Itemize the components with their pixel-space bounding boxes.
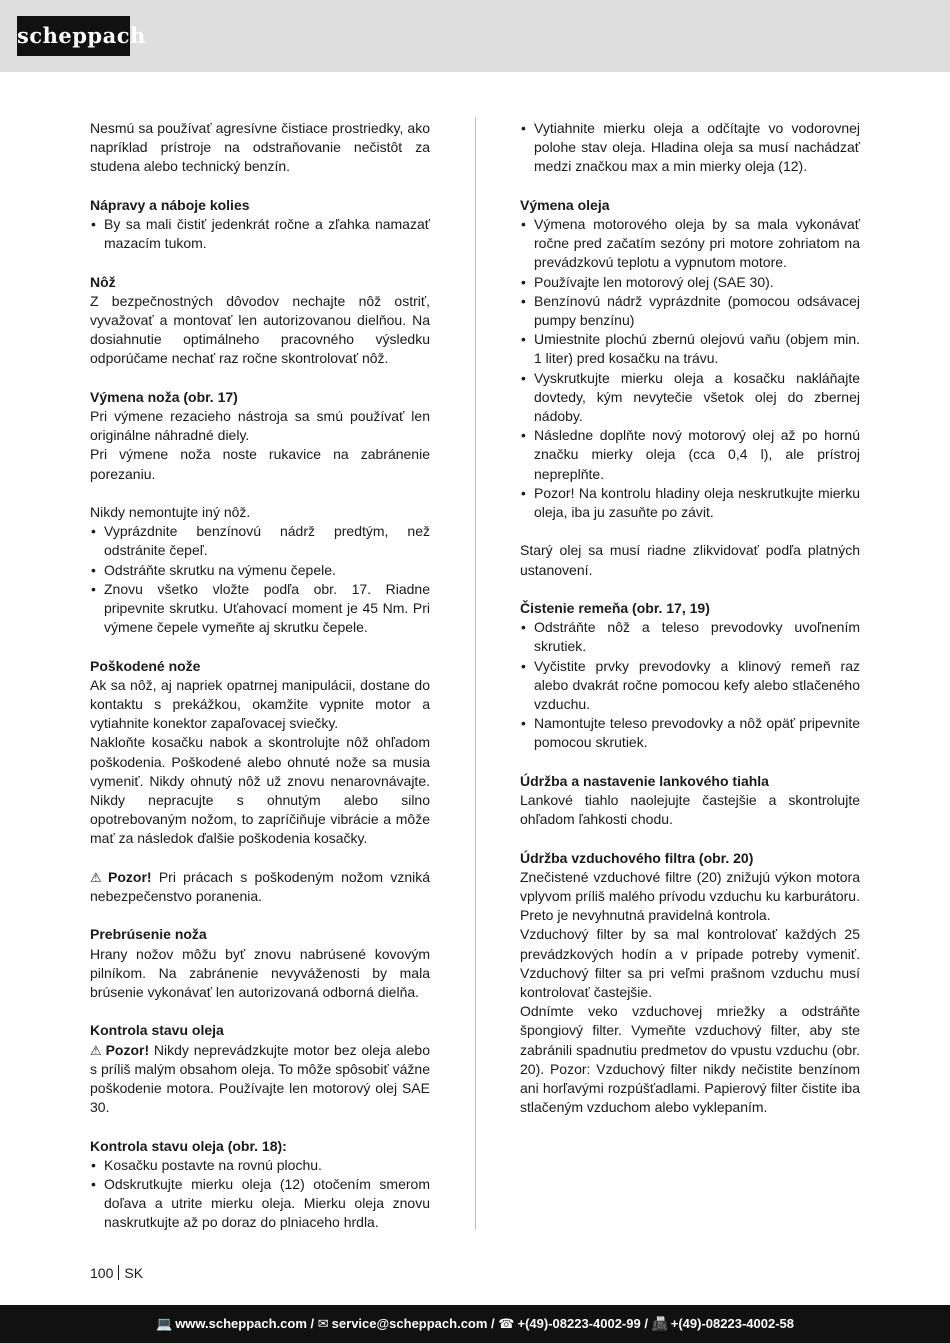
oil-change-heading: Výmena oleja [520,196,610,213]
mail-icon: ✉ [317,1316,329,1331]
oil-change-list [520,215,860,522]
list-item: • Odskrutkujte mierku oleja (12) otočením smerom doľava a utrite mierku oleja. Mierku oleja znovu naskrutkujte až po doraz do plniaceho hrdla. [90,1175,430,1233]
warning-text: Pri prácach s poškodeným nožom vzniká nebezpečenstvo poranenia. [90,868,431,905]
list-item: • Namontujte teleso prevodovky a nôž opäť pripevnite pomocou skrutiek. [520,714,860,752]
column-divider [475,117,476,1230]
computer-icon: 💻 [156,1316,173,1331]
intro-paragraph: Nesmú sa používať agresívne čistiace prostriedky, ako napríklad prístroje na odstraňovanie nečistôt za studena alebo technický benzín. [90,120,430,175]
list-item: • Benzínovú nádrž vyprázdnite (pomocou odsávacej pumpy benzínu) [520,292,860,330]
knife-change-paragraph: Nikdy nemontujte iný nôž. [90,504,251,520]
fax-icon: 📠 [651,1316,668,1331]
right-column [520,119,860,1117]
axles-list [90,215,430,253]
list-item: • Vyskrutkujte mierku oleja a kosačku nakláňajte dovtedy, kým nevytečie všetok olej do zbernej nádoby. [520,369,860,427]
oil-check-18-heading: Kontrola stavu oleja (obr. 18): [90,1137,287,1154]
knife-change-heading: Výmena noža (obr. 17) [90,388,238,405]
oil-check-18-list [90,1156,430,1233]
warning-label: Pozor! [108,868,152,885]
belt-heading: Čistenie remeňa (obr. 17, 19) [520,600,710,617]
list-item: • Vytiahnite mierku oleja a odčítajte vo vodorovnej polohe stav oleja. Hladina oleja sa musí nachádzať medzi značkou max a min mierky oleja (12). [520,119,860,177]
warning-text: Nikdy neprevádzkujte motor bez oleja alebo s príliš malým obsahom oleja. To môže spôsobiť vážne poškodenie motora. Používajte len motorový olej SAE 30. [90,1041,430,1116]
cable-paragraph: Lankové tiahlo naolejujte častejšie a skontrolujte ohľadom ľahkosti chodu. [520,792,860,828]
list-item: • Používajte len motorový olej (SAE 30). [520,273,860,292]
oil-check-heading: Kontrola stavu oleja [90,1022,224,1039]
oil-check-warning [90,1041,430,1118]
sharpen-heading: Prebrúsenie noža [90,926,207,943]
oil-disposal-paragraph: Starý olej sa musí riadne zlikvidovať podľa platných ustanovení. [520,542,860,578]
axles-heading: Nápravy a náboje kolies [90,196,250,213]
warning-icon: ⚠ [90,1042,103,1058]
knife-paragraph: Z bezpečnostných dôvodov nechajte nôž ostriť, vyvažovať a montovať len autorizovanou dielňou. Na dosiahnutie optimálneho pracovného výsledku odporúčame nechať raz ročne skontrolovať nôž. [90,292,430,367]
air-filter-paragraph: Znečistené vzduchové filtre (20) znižujú výkon motora vplyvom príliš malého prívodu vzduchu ku karburátoru. Preto je nevyhnutná pravidelná kontrola. [520,868,860,924]
air-filter-paragraph: Odnímte veko vzduchovej mriežky a odstráňte špongiový filter. Vymeňte vzduchový filter, aby ste zabránili spadnutiu predmetov do vpustu vzduchu (obr. 20). Pozor: Vzduchový filter nikdy nečistite benzínom ani horľavými rozpúšťadlami. Papierový filter čistite iba stlačeným vzduchom alebo vyklepaním. [520,1003,860,1116]
damaged-knives-paragraph: Ak sa nôž, aj napriek opatrnej manipulácii, dostane do kontaktu s prekážkou, okamžite vypnite motor a vytiahnite konektor zapaľovacej sviečky. [90,676,430,732]
scheppach-logo: scheppach [17,16,130,56]
footer-website: www.scheppach.com / [175,1316,315,1331]
page-number [90,1264,143,1283]
air-filter-paragraph: Vzduchový filter by sa mal kontrolovať každých 25 prevádzkových hodín a v prípade potreby vymeniť. Vzduchový filter sa pri veľmi prašnom vzduchu musí kontrolovať častejšie. [520,926,860,1001]
phone-icon: ☎ [498,1316,515,1331]
damaged-knives-heading: Poškodené nože [90,657,201,674]
left-column [90,119,430,1233]
knife-change-paragraph: Pri výmene noža noste rukavice na zabránenie porezaniu. [90,446,430,482]
list-item: • Kosačku postavte na rovnú plochu. [90,1156,430,1175]
page-language: SK [124,1265,144,1281]
belt-list [520,618,860,752]
list-item: • By sa mali čistiť jedenkrát ročne a zľahka namazať mazacím tukom. [90,215,430,253]
footer-phone: +(49)-08223-4002-99 / [517,1316,648,1331]
footer-email: service@scheppach.com / [331,1316,495,1331]
warning-label: Pozor! [105,1041,150,1058]
warning-icon: ⚠ [90,869,106,885]
damaged-knives-paragraph: Nakloňte kosačku nabok a skontrolujte nôž ohľadom poškodenia. Poškodené alebo ohnuté nože sa musia vymeniť. Nikdy ohnutý nôž už znovu nenarovnávajte. Nikdy nepracujte s ohnutým alebo silno opotrebovaným nožom, to zapríčiňuje vibrácie a môže mať za následok ďalšie poškodenia kosačky. [90,734,430,847]
list-item: • Odstráňte skrutku na výmenu čepele. [90,561,430,580]
page-header [0,0,950,72]
knife-heading: Nôž [90,273,116,290]
list-item: • Vyprázdnite benzínovú nádrž predtým, než odstránite čepeľ. [90,522,430,560]
sharpen-paragraph: Hrany nožov môžu byť znovu nabrúsené kovovým pilníkom. Na zabránenie nevyváženosti by mala brúsenie vykonávať len autorizovaná odborná dielňa. [90,945,430,1001]
oil-check-continued-list [520,119,860,177]
air-filter-heading: Údržba vzduchového filtra (obr. 20) [520,849,754,866]
warning-paragraph [90,868,430,906]
list-item: • Znovu všetko vložte podľa obr. 17. Riadne pripevnite skrutku. Uťahovací moment je 45 Nm. Pri výmene čepele vymeňte aj skrutku čepele. [90,580,430,638]
list-item: • Pozor! Na kontrolu hladiny oleja neskrutkujte mierku oleja, iba ju zasuňte po závit. [520,484,860,522]
knife-change-list [90,522,430,637]
list-item: • Vyčistite prvky prevodovky a klinový remeň raz alebo dvakrát ročne pomocou kefy alebo stlačeného vzduchu. [520,657,860,715]
list-item: • Výmena motorového oleja by sa mala vykonávať ročne pred začatím sezóny pri motore zohriatom na prevádzkovú teplotu a vypnutom motore. [520,215,860,273]
page-footer [0,1305,950,1343]
list-item: • Odstráňte nôž a teleso prevodovky uvoľnením skrutiek. [520,618,860,656]
page-number-value: 100 [90,1265,114,1281]
footer-fax: +(49)-08223-4002-58 [670,1316,794,1331]
list-item: • Umiestnite plochú zbernú olejovú vaňu (objem min. 1 liter) pred kosačku na trávu. [520,330,860,368]
knife-change-paragraph: Pri výmene rezacieho nástroja sa smú používať len originálne náhradné diely. [90,408,430,444]
cable-heading: Údržba a nastavenie lankového tiahla [520,772,769,789]
list-item: • Následne doplňte nový motorový olej až po hornú značku mierky oleja (cca 0,4 l), ale prístroj nepreplňte. [520,426,860,484]
